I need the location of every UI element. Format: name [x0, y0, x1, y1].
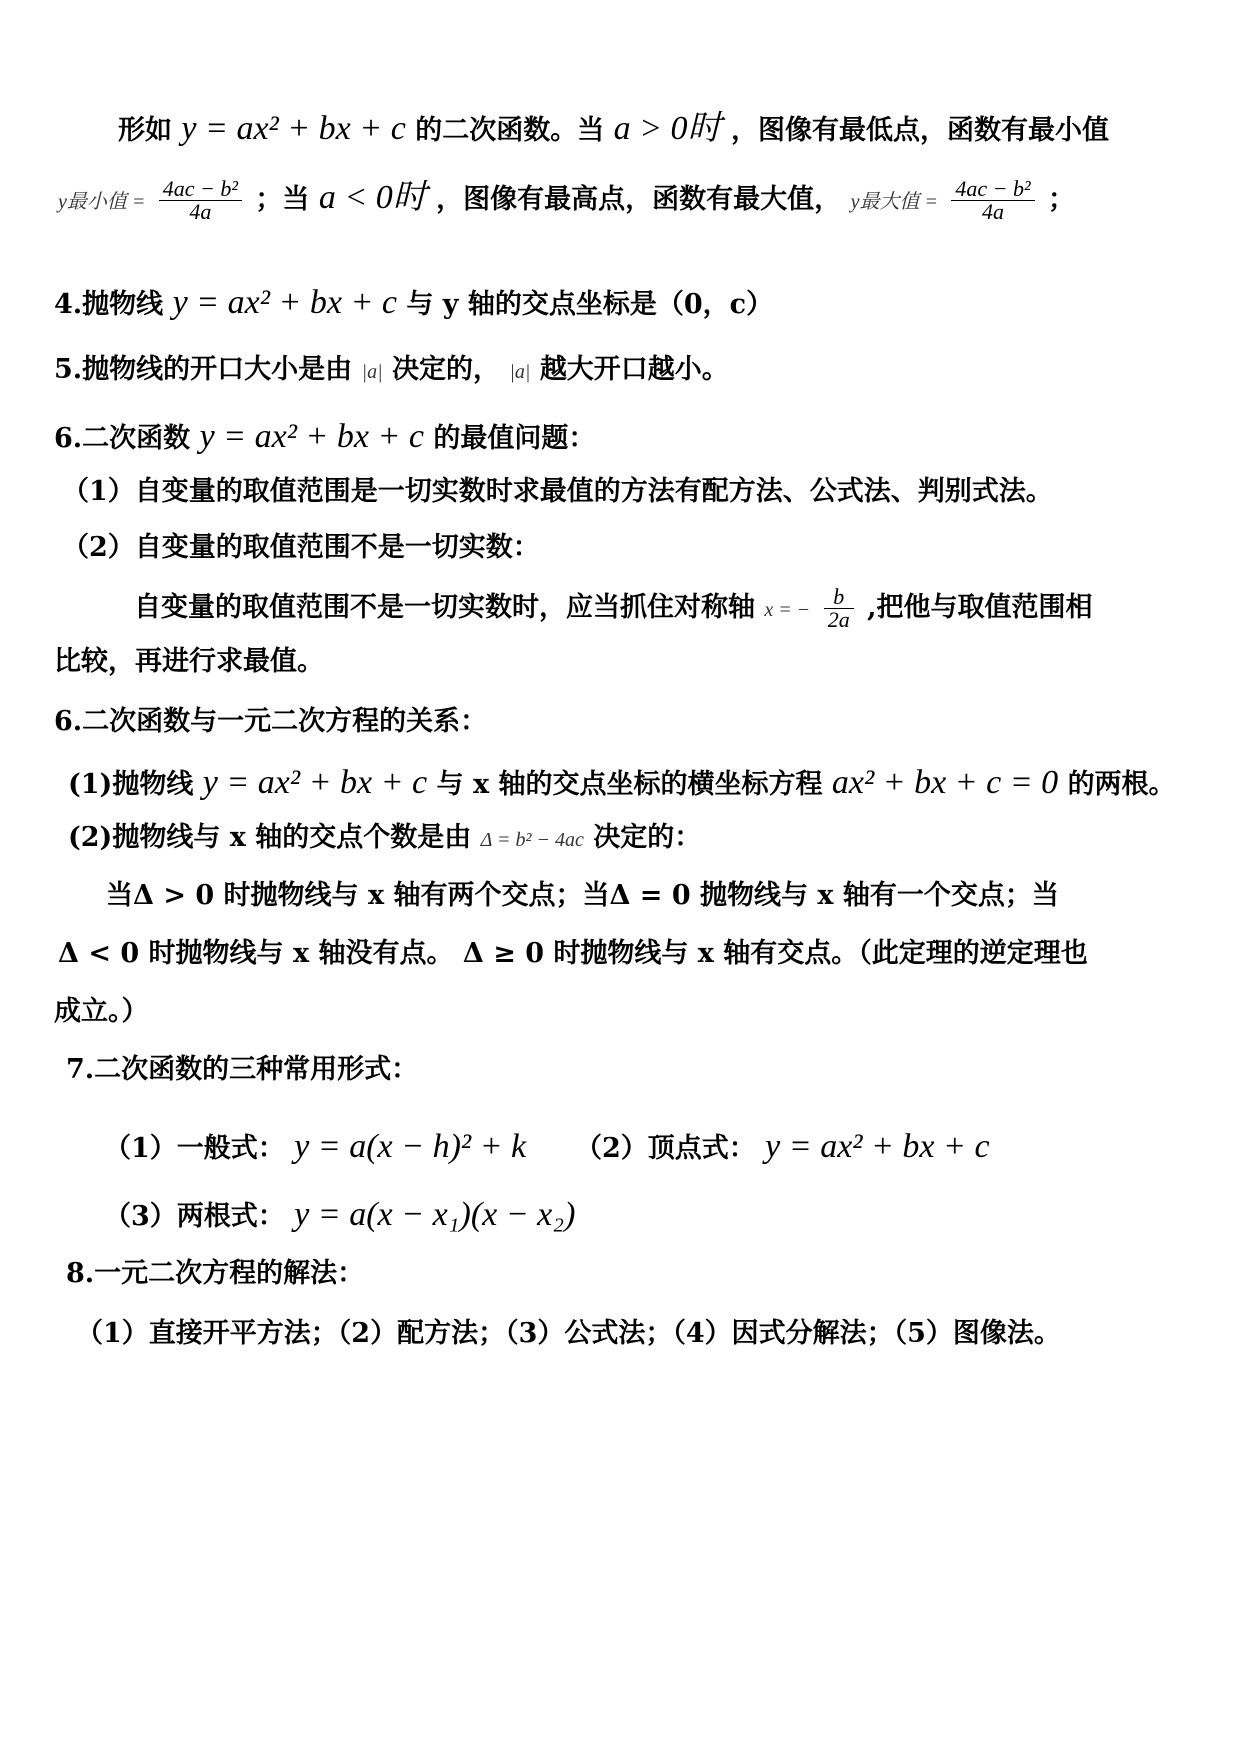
formula-abs-a: |a| — [509, 361, 531, 383]
text: 的二次函数。当 — [415, 115, 605, 146]
line-subitem-1: （1）自变量的取值范围是一切实数时求最值的方法有配方法、公式法、判别式法。 — [62, 476, 1053, 507]
line-form-3 — [104, 1198, 575, 1232]
line-subitem-2: （2）自变量的取值范围不是一切实数： — [62, 532, 540, 563]
line-item-6-extreme — [54, 420, 595, 454]
fraction-numerator: b — [824, 586, 854, 609]
formula-general: y = ax² + bx + c — [202, 764, 428, 801]
text: （3）两根式： — [104, 1201, 285, 1232]
text: 的最值问题： — [433, 423, 596, 454]
text: ，图像有最高点，函数有最大值， — [436, 184, 842, 215]
text: (1)抛物线 — [68, 769, 194, 800]
text: ,把他与取值范围相 — [867, 592, 1093, 623]
fraction-max — [951, 178, 1034, 223]
formula-general: y = ax² + bx + c — [765, 1128, 990, 1165]
fraction-numerator: 4ac − b² — [951, 178, 1034, 201]
line-solution-methods: （1）直接开平方法；（2）配方法；（3）公式法；（4）因式分解法；（5）图像法。 — [76, 1318, 1061, 1349]
formula-y-min: y最小值 = — [58, 191, 146, 213]
line-compare: 比较，再进行求最值。 — [54, 646, 324, 677]
line-item-7: 7.二次函数的三种常用形式： — [66, 1054, 419, 1085]
formula-y-max: y最大值 = — [850, 191, 938, 213]
formula-discriminant: Δ = b² − 4ac — [480, 829, 584, 851]
line-discriminant-cases: 当Δ > 0 时抛物线与 x 轴有两个交点；当Δ = 0 抛物线与 x 轴有一个交点；当 — [106, 880, 1059, 911]
fraction-denominator: 4a — [189, 199, 212, 224]
formula-general: y = ax² + bx + c — [172, 284, 397, 321]
text: 决定的， — [392, 354, 500, 385]
text: 越大开口越小。 — [539, 354, 729, 385]
formula-vertex-form: y = a(x − h)² + k — [294, 1128, 527, 1165]
line-established: 成立。） — [54, 996, 149, 1027]
line-forms-1-2 — [104, 1130, 990, 1164]
line-item-8: 8.一元二次方程的解法： — [66, 1258, 365, 1289]
line-item-5 — [54, 356, 729, 383]
line-relation-1 — [68, 766, 1176, 800]
text: (2)抛物线与 x 轴的交点个数是由 — [68, 822, 472, 853]
text: （2）顶点式： — [574, 1133, 756, 1164]
formula-equation: ax² + bx + c = 0 — [831, 764, 1059, 801]
formula-a-negative: a < 0时 — [318, 179, 427, 216]
text: ； — [1047, 184, 1075, 215]
text: ；当 — [255, 184, 310, 215]
line-discriminant-cases-cont: Δ < 0 时抛物线与 x 轴没有点。 Δ ≥ 0 时抛物线与 x 轴有交点。（此定理的逆定理也 — [58, 938, 1088, 969]
fraction-denominator: 2a — [827, 607, 850, 632]
fraction-denominator: 4a — [981, 199, 1004, 224]
text: （1）一般式： — [104, 1133, 285, 1164]
line-quadratic-definition — [118, 112, 1109, 146]
line-relation-2 — [68, 824, 701, 851]
text: 4.抛物线 — [54, 289, 164, 320]
formula-axis: x = − — [764, 599, 811, 621]
text: 与 y 轴的交点坐标是（0，c） — [406, 289, 774, 320]
formula-a-positive: a > 0时 — [613, 110, 722, 147]
text: ，图像有最低点，函数有最小值 — [730, 115, 1109, 146]
fraction-min — [159, 178, 242, 223]
line-item-4 — [54, 286, 773, 320]
text: 形如 — [118, 115, 172, 146]
text: 的两根。 — [1067, 769, 1176, 800]
formula-general: y = ax² + bx + c — [199, 418, 424, 455]
text: 6.二次函数 — [54, 423, 191, 454]
fraction-axis — [824, 586, 854, 631]
line-item-6-relation: 6.二次函数与一元二次方程的关系： — [54, 706, 488, 737]
fraction-numerator: 4ac − b² — [159, 178, 242, 201]
text: 决定的： — [593, 822, 702, 853]
text: 5.抛物线的开口大小是由 — [54, 354, 353, 385]
formula-roots-form: y = a(x − x₁)(x − x₂) — [294, 1196, 576, 1233]
line-symmetry-axis — [134, 586, 1093, 631]
text: 与 x 轴的交点坐标的横坐标方程 — [436, 769, 823, 800]
line-min-max-values — [58, 178, 1075, 223]
formula-abs-a: |a| — [361, 361, 383, 383]
text: 自变量的取值范围不是一切实数时，应当抓住对称轴 — [134, 592, 755, 623]
formula-general: y = ax² + bx + c — [181, 110, 406, 147]
